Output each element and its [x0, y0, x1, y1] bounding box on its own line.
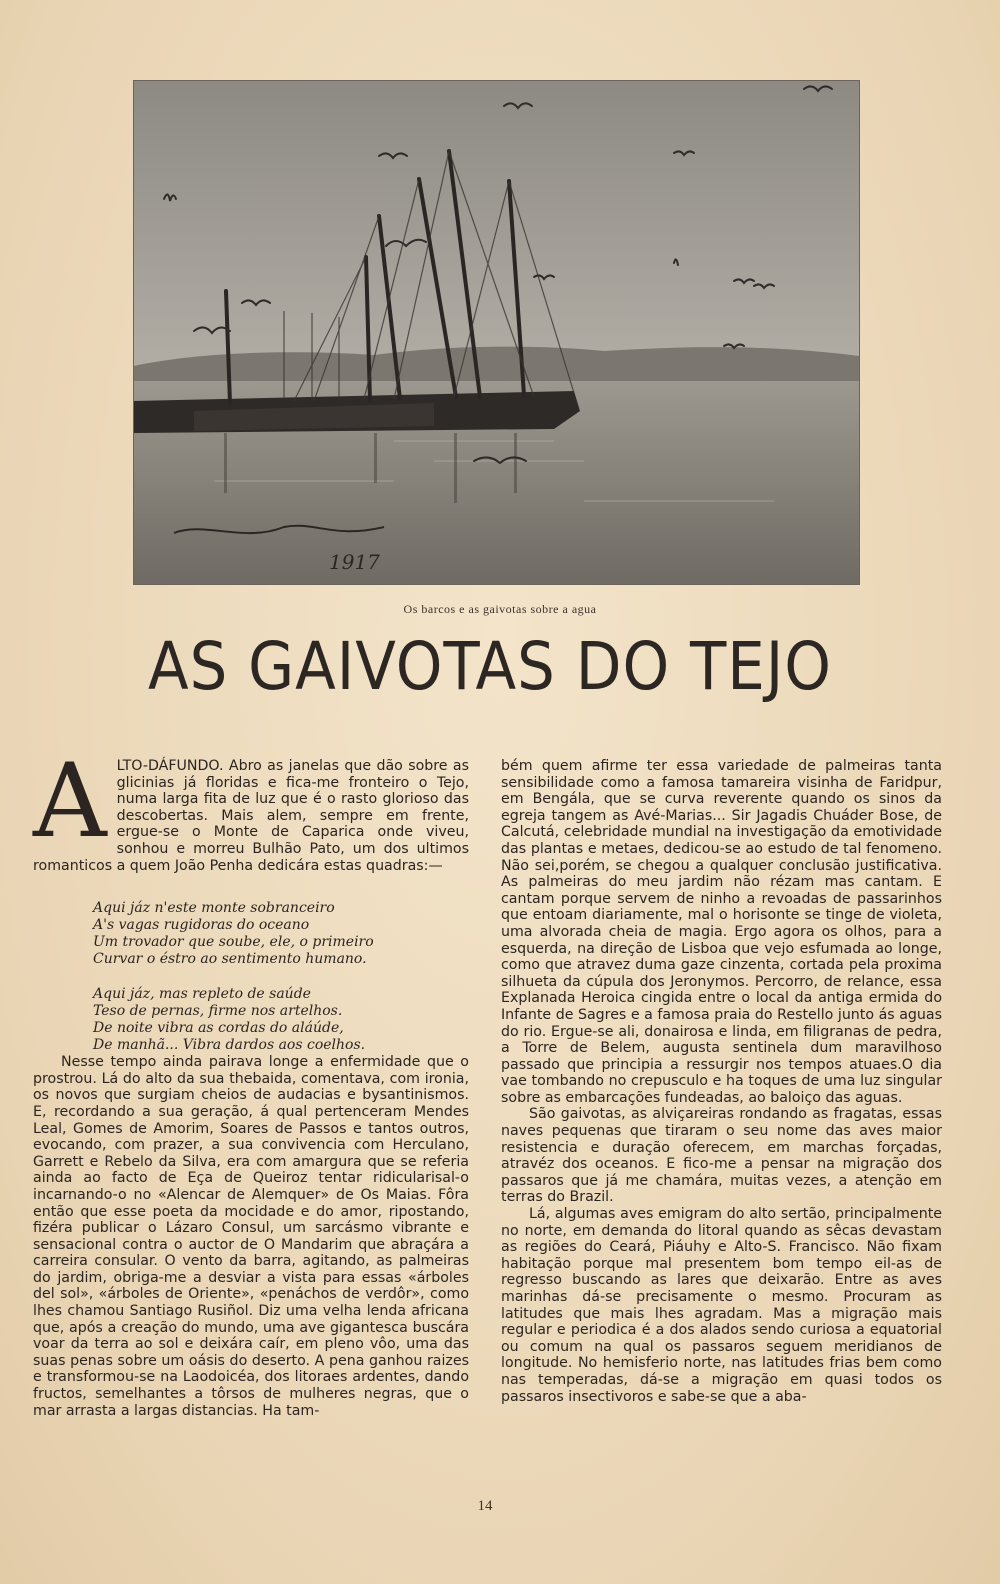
article-column-right	[501, 758, 942, 1405]
page-number: 14	[477, 1498, 493, 1514]
poem-line: Curvar o éstro ao sentimento humano.	[93, 951, 367, 968]
poem-line: Aqui jáz n'este monte sobranceiro	[93, 900, 335, 917]
poem-line: Teso de pernas, firme nos artelhos.	[93, 1003, 343, 1020]
poem-line: A's vagas rugidoras do oceano	[93, 917, 310, 934]
poem-line: De noite vibra as cordas do aláúde,	[93, 1020, 344, 1037]
gulls-paragraph: São gaivotas, as alviçareiras rondando as fragatas, essas naves pequenas que tiraram o seu nome das aves maior resistencia e duração oferecem, em marchas forçadas, atravéz dos oceanos. E fico-me a pensar na migração dos passaros que já me chamára, muitas vezes, a atenção em terras do Brazil.	[501, 1106, 942, 1206]
photo-caption: Os barcos e as gaivotas sobre a agua	[403, 602, 597, 616]
poem	[93, 900, 469, 1054]
article-column-left	[33, 742, 469, 1419]
migration-paragraph: Lá, algumas aves emigram do alto sertão, principalmente no norte, em demanda do litoral quando as sêcas devastam as regiões do Ceará, Piáuhy e Alto-S. Francisco. Não fixam habitação porque mal presentem bom tempo eil-as de regresso buscando as lares que deixarão. Entre as aves marinhas dá-se precisamente o mesmo. Procuram as latitudes que mais lhes agradam. Mas a migração mais regular e periodica é a dos alados sendo curiosa a equatorial ou comum na qual os passaros seguem meridianos de longitude. No hemisferio norte, nas latitudes frias bem como nas temperadas, dá-se a migração em quasi todos os passaros insectivoros e sabe-se que a aba-	[501, 1206, 942, 1405]
dropcap-letter: A	[33, 742, 107, 861]
poem-line: Um trovador que soube, ele, o primeiro	[93, 934, 374, 951]
poem-line: De manhã... Vibra dardos aos coelhos.	[93, 1037, 366, 1054]
poem-line: Aqui jáz, mas repleto de saúde	[93, 986, 311, 1003]
article-title: AS GAIVOTAS DO TEJO	[147, 628, 833, 705]
photo-illustration	[134, 81, 859, 584]
signature-year: 1917	[329, 550, 380, 574]
intro-paragraph: LTO-DÁFUNDO. Abro as janelas que dão sobre as glicinias já floridas e fica-me fronteiro o Tejo, numa larga fita de luz que é o rasto glorioso das descobertas. Mais alem, sempre em frente, ergue-se o Monte de Caparica onde viveu, sonhou e morreu Bulhão Pato, um dos ultimos romanticos a quem João Penha dedicára estas quadras:—	[33, 758, 469, 874]
ships-and-gulls-photo	[133, 80, 860, 585]
body-paragraph-right: bém quem afirme ter essa variedade de palmeiras tanta sensibilidade como a famosa tamareira visinha de Faridpur, em Bengála, que se curva reverente quando os sinos da egreja tangem as Avé-Marias... Sir Jagadis Chuáder Bose, de Calcutá, celebridade mundial na investigação da emotividade das plantas e metaes, dedicou-se ao estudo de tal fenomeno. Não sei,porém, se chegou a qualquer conclusão justificativa. As palmeiras do meu jardim não rézam mas cantam. E cantam porque servem de ninho a revoadas de passarinhos que entoam diariamente, mal o horisonte se tinge de violeta, uma alvorada cheia de magia. Ergo agora os olhos, para a esquerda, na direção de Lisboa que vejo esfumada ao longe, como que atravez duma gaze cinzenta, cortada pela proxima silhueta da cúpula dos Jeronymos. Percorro, de relance, essa Explanada Heroica cingida entre o local da antiga ermida do Infante de Sagres e a famosa praia do Restello junto ás aguas do rio. Ergue-se ali, donairosa e linda, em filigranas de pedra, a Torre de Belem, augusta sentinela dum maravilhoso passado que principia a ressurgir nos tempos atuaes.O dia vae tombando no crepusculo e ha toques de uma luz singular sobre as embarcações fundeadas, ao baloiço das aguas.	[501, 758, 942, 1106]
body-paragraph-left: Nesse tempo ainda pairava longe a enfermidade que o prostrou. Lá do alto da sua thebaida, comentava, com ironia, os novos que surgiam cheios de audacias e bysantinismos. E, recordando a sua geração, á qual pertenceram Mendes Leal, Gomes de Amorim, Soares de Passos e tantos outros, evocando, com prazer, a sua convivencia com Herculano, Garrett e Rebelo da Silva, era com amargura que se referia ainda ao facto de Eça de Queiroz tentar ridicularisal-o incarnando-o no «Alencar de Alemquer» de Os Maias. Fôra então que esse poeta da mocidade e do amor, ripostando, fizéra publicar o Lázaro Consul, um sarcásmo vibrante e sensacional contra o auctor de O Mandarim que abraçára a carreira consular. O vento da barra, agitando, as palmeiras do jardim, obriga-me a desviar a vista para essas «árboles del sol», «árboles de Oriente», «penáchos de verdôr», como lhes chamou Santiago Rusiñol. Diz uma velha lenda africana que, após a creação do mundo, uma ave gigantesca buscára voar da terra ao sol e deixára caír, em pleno vôo, uma das suas penas sobre um oásis do deserto. A pena ganhou raizes e transformou-se na Laodoicéa, dos litoraes ardentes, dando fructos, semelhantes a tôrsos de mulheres negras, que o mar arrasta a largas distancias. Ha tam-	[33, 1054, 469, 1419]
